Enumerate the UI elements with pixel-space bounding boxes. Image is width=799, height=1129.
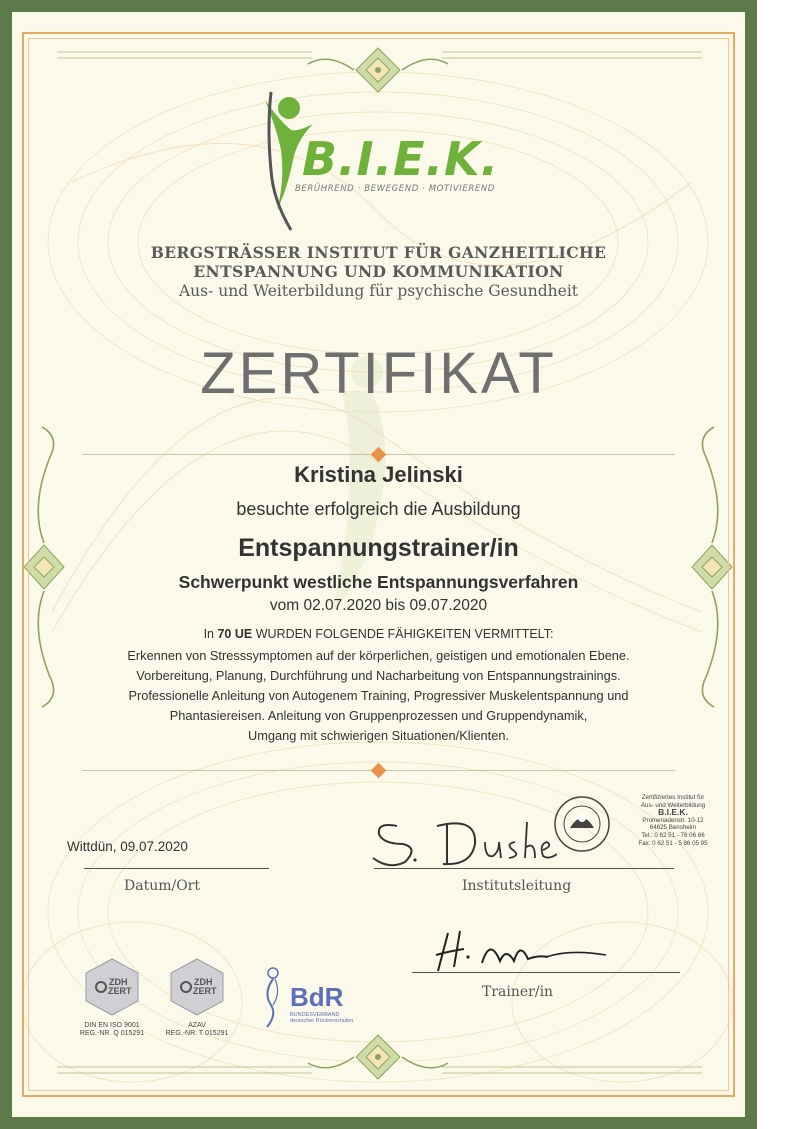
skills-prefix: In <box>203 627 214 641</box>
trainer-signature <box>430 927 610 977</box>
badge1-logo-line1: ZDH <box>109 977 128 987</box>
stamp-seal-icon <box>552 794 612 854</box>
course-dates: vom 02.07.2020 bis 09.07.2020 <box>269 597 488 614</box>
stamp-city: 64625 Bensheim <box>649 824 697 832</box>
bdr-line2: deutscher Rückenschulen <box>290 1018 354 1024</box>
institute-stamp <box>608 794 738 847</box>
skills-heading <box>12 627 745 641</box>
place-date-line <box>84 868 269 869</box>
skill-line: Erkennen von Stresssymptomen auf der körperlichen, geistigen und emotionalen Ebene. <box>127 648 630 663</box>
badge2-caption1: AZAV <box>188 1022 206 1029</box>
skill-line: Umgang mit schwierigen Situationen/Klienten. <box>247 728 510 743</box>
stamp-tel: Tel.: 0 62 51 - 78 06 66 <box>641 831 705 839</box>
course-title: Entspannungstrainer/in <box>238 534 519 562</box>
badge1-caption2: REG.-NR. Q 015291 <box>79 1030 145 1037</box>
place-date: Wittdün, 09.07.2020 <box>67 839 188 854</box>
bdr-logo: BdR <box>290 982 344 1012</box>
zdh-zert-iso-badge-icon <box>82 957 142 1017</box>
skill-line: Phantasiereisen. Anleitung von Gruppenprozessen und Gruppendynamik, <box>169 708 588 723</box>
stamp-fax: Fax: 0 62 51 - 5 86 05 95 <box>638 839 708 847</box>
skill-line: Professionelle Anleitung von Autogenem Training, Progressiver Muskelentspannung und <box>128 688 629 703</box>
institute-name-line1: BERGSTRÄSSER INSTITUT FÜR GANZHEITLICHE <box>150 243 607 262</box>
badge2-caption <box>157 1022 237 1038</box>
skill-line: Vorbereitung, Planung, Durchführung und Nacharbeitung von Entspannungstrainings. <box>136 668 621 683</box>
stamp-line1: Zertifiziertes Institut für <box>641 794 705 801</box>
skills-units: 70 UE <box>217 627 253 641</box>
logo-wordmark: B.I.E.K. <box>302 132 500 186</box>
institute-signature-label: Institutsleitung <box>462 878 572 894</box>
badge1-caption1: DIN EN ISO 9001 <box>84 1022 140 1029</box>
recipient-name: Kristina Jelinski <box>294 462 463 487</box>
stamp-line2: Aus- und Weiterbildung <box>640 801 706 809</box>
badge2-logo-line1: ZDH <box>194 977 213 987</box>
bdr-subtitle <box>290 1012 353 1024</box>
bdr-spine-icon <box>259 967 285 1029</box>
institute-subtitle: Aus- und Weiterbildung für psychische Gesundheit <box>178 282 579 300</box>
stamp-name: B.I.E.K. <box>658 807 688 818</box>
stamp-street: Promenadenstr. 10-12 <box>642 816 704 824</box>
badge2-logo-line2: ZERT <box>193 986 217 996</box>
institute-signature-line <box>374 868 674 869</box>
certificate-paper <box>12 12 745 1117</box>
logo-tagline: BERÜHREND · BEWEGEND · MOTIVIEREND <box>295 184 495 194</box>
visited-text: besuchte erfolgreich die Ausbildung <box>236 499 521 519</box>
frame-border-inner <box>28 38 729 1091</box>
course-focus: Schwerpunkt westliche Entspannungsverfahren <box>178 572 579 592</box>
zdh-zert-azav-badge-icon <box>167 957 227 1017</box>
certificate-title: ZERTIFIKAT <box>200 341 557 406</box>
trainer-signature-label: Trainer/in <box>482 984 554 1000</box>
institute-name-line2: ENTSPANNUNG UND KOMMUNIKATION <box>193 262 564 281</box>
badge1-logo-line2: ZERT <box>108 986 132 996</box>
trainer-signature-line <box>412 972 680 973</box>
place-date-label: Datum/Ort <box>124 878 201 894</box>
badge2-caption2: REG.-NR. T 015291 <box>165 1030 229 1037</box>
bdr-line1: BUNDESVERBAND <box>290 1012 340 1018</box>
badge1-caption <box>70 1022 154 1038</box>
skills-suffix: WURDEN FOLGENDE FÄHIGKEITEN VERMITTELT: <box>255 627 554 641</box>
